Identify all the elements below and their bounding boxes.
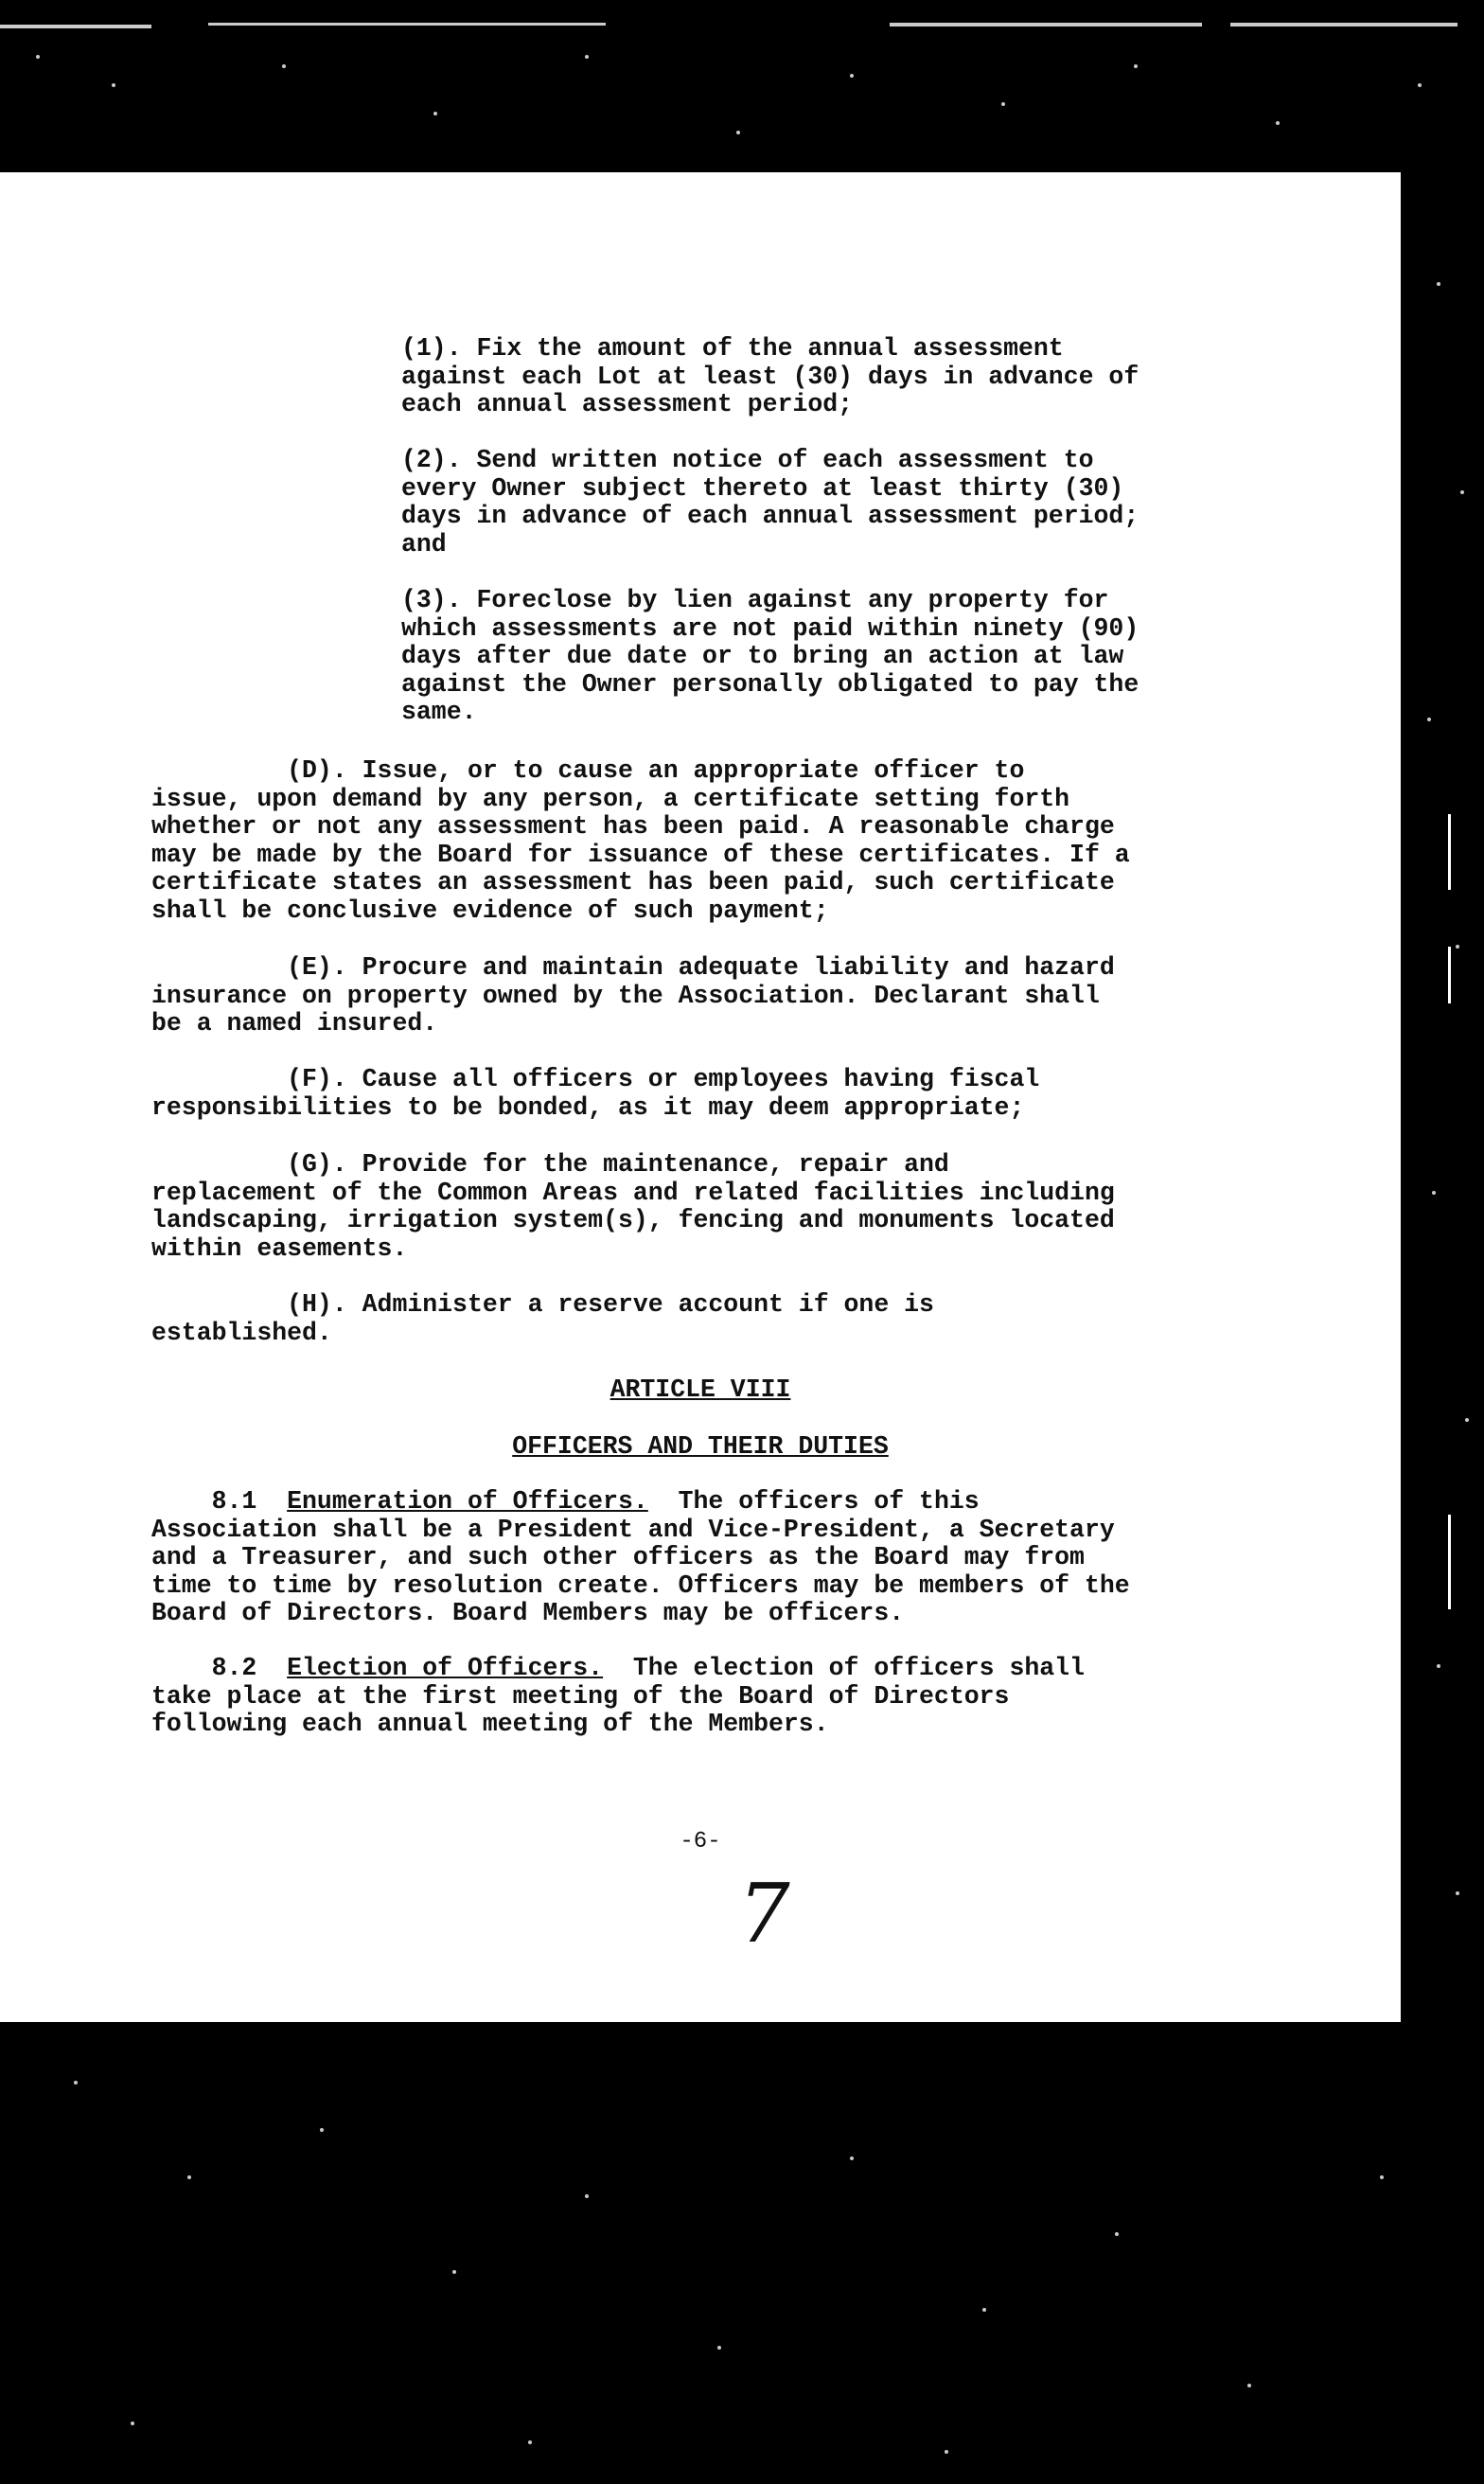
paragraph-d: (D). Issue, or to cause an appropriate officer to issue, upon demand by any person, a certificate setting forth whether or not any assessment has been paid. A reasonable charge may be made by the Board for issuance of these certificates. If a certificate states an assessment has been paid, such certificate shall be conclusive evidence of such payment; (151, 756, 1130, 925)
page-number: -6- (680, 1829, 721, 1854)
section-number: 8.2 (151, 1654, 288, 1682)
handwritten-page-number: 7 (738, 1867, 790, 1961)
section-body: The election of officers shall take place at the first meeting of the Board of Directors following each annual meeting of the Members. (151, 1654, 1085, 1739)
document-page (0, 172, 1401, 2022)
paragraph-f: (F). Cause all officers or employees having fiscal responsibilities to be bonded, as it may deem appropriate; (151, 1065, 1040, 1122)
paragraph-e: (E). Procure and maintain adequate liability and hazard insurance on property owned by the Association. Declarant shall be a named insured. (151, 953, 1115, 1038)
list-item-2: (2). Send written notice of each assessment to every Owner subject thereto at least thirty (30) days in advance of each annual assessment period; and (401, 446, 1140, 559)
section-title: Election of Officers. (287, 1654, 604, 1682)
section-8-1 (151, 1488, 1249, 1628)
edge-mark (1448, 1515, 1451, 1609)
paragraph-h: (H). Administer a reserve account if one is established. (151, 1290, 934, 1347)
article-heading: ARTICLE VIII (610, 1375, 791, 1404)
article-subheading: OFFICERS AND THEIR DUTIES (512, 1432, 889, 1461)
paragraph-g: (G). Provide for the maintenance, repair and replacement of the Common Areas and related facilities including landscaping, irrigation system(s), fencing and monuments located within easements. (151, 1150, 1115, 1263)
list-item-3: (3). Foreclose by lien against any property for which assessments are not paid within ninety (90) days after due date or to bring an action at law against the Owner personally obligated to pay the same. (401, 586, 1140, 727)
edge-mark (1448, 947, 1451, 1003)
section-8-2 (151, 1655, 1249, 1739)
section-title: Enumeration of Officers. (287, 1487, 648, 1516)
section-number: 8.1 (151, 1487, 288, 1516)
edge-mark (1448, 814, 1451, 890)
list-item-1: (1). Fix the amount of the annual assessment against each Lot at least (30) days in advance of each annual assessment period; (401, 334, 1140, 419)
section-body: The officers of this Association shall be a President and Vice-President, a Secretary and a Treasurer, and such other officers as the Board may from time to time by resolution create. Officers may be members of the Board of Directors. Board Members may be officers. (151, 1487, 1130, 1628)
